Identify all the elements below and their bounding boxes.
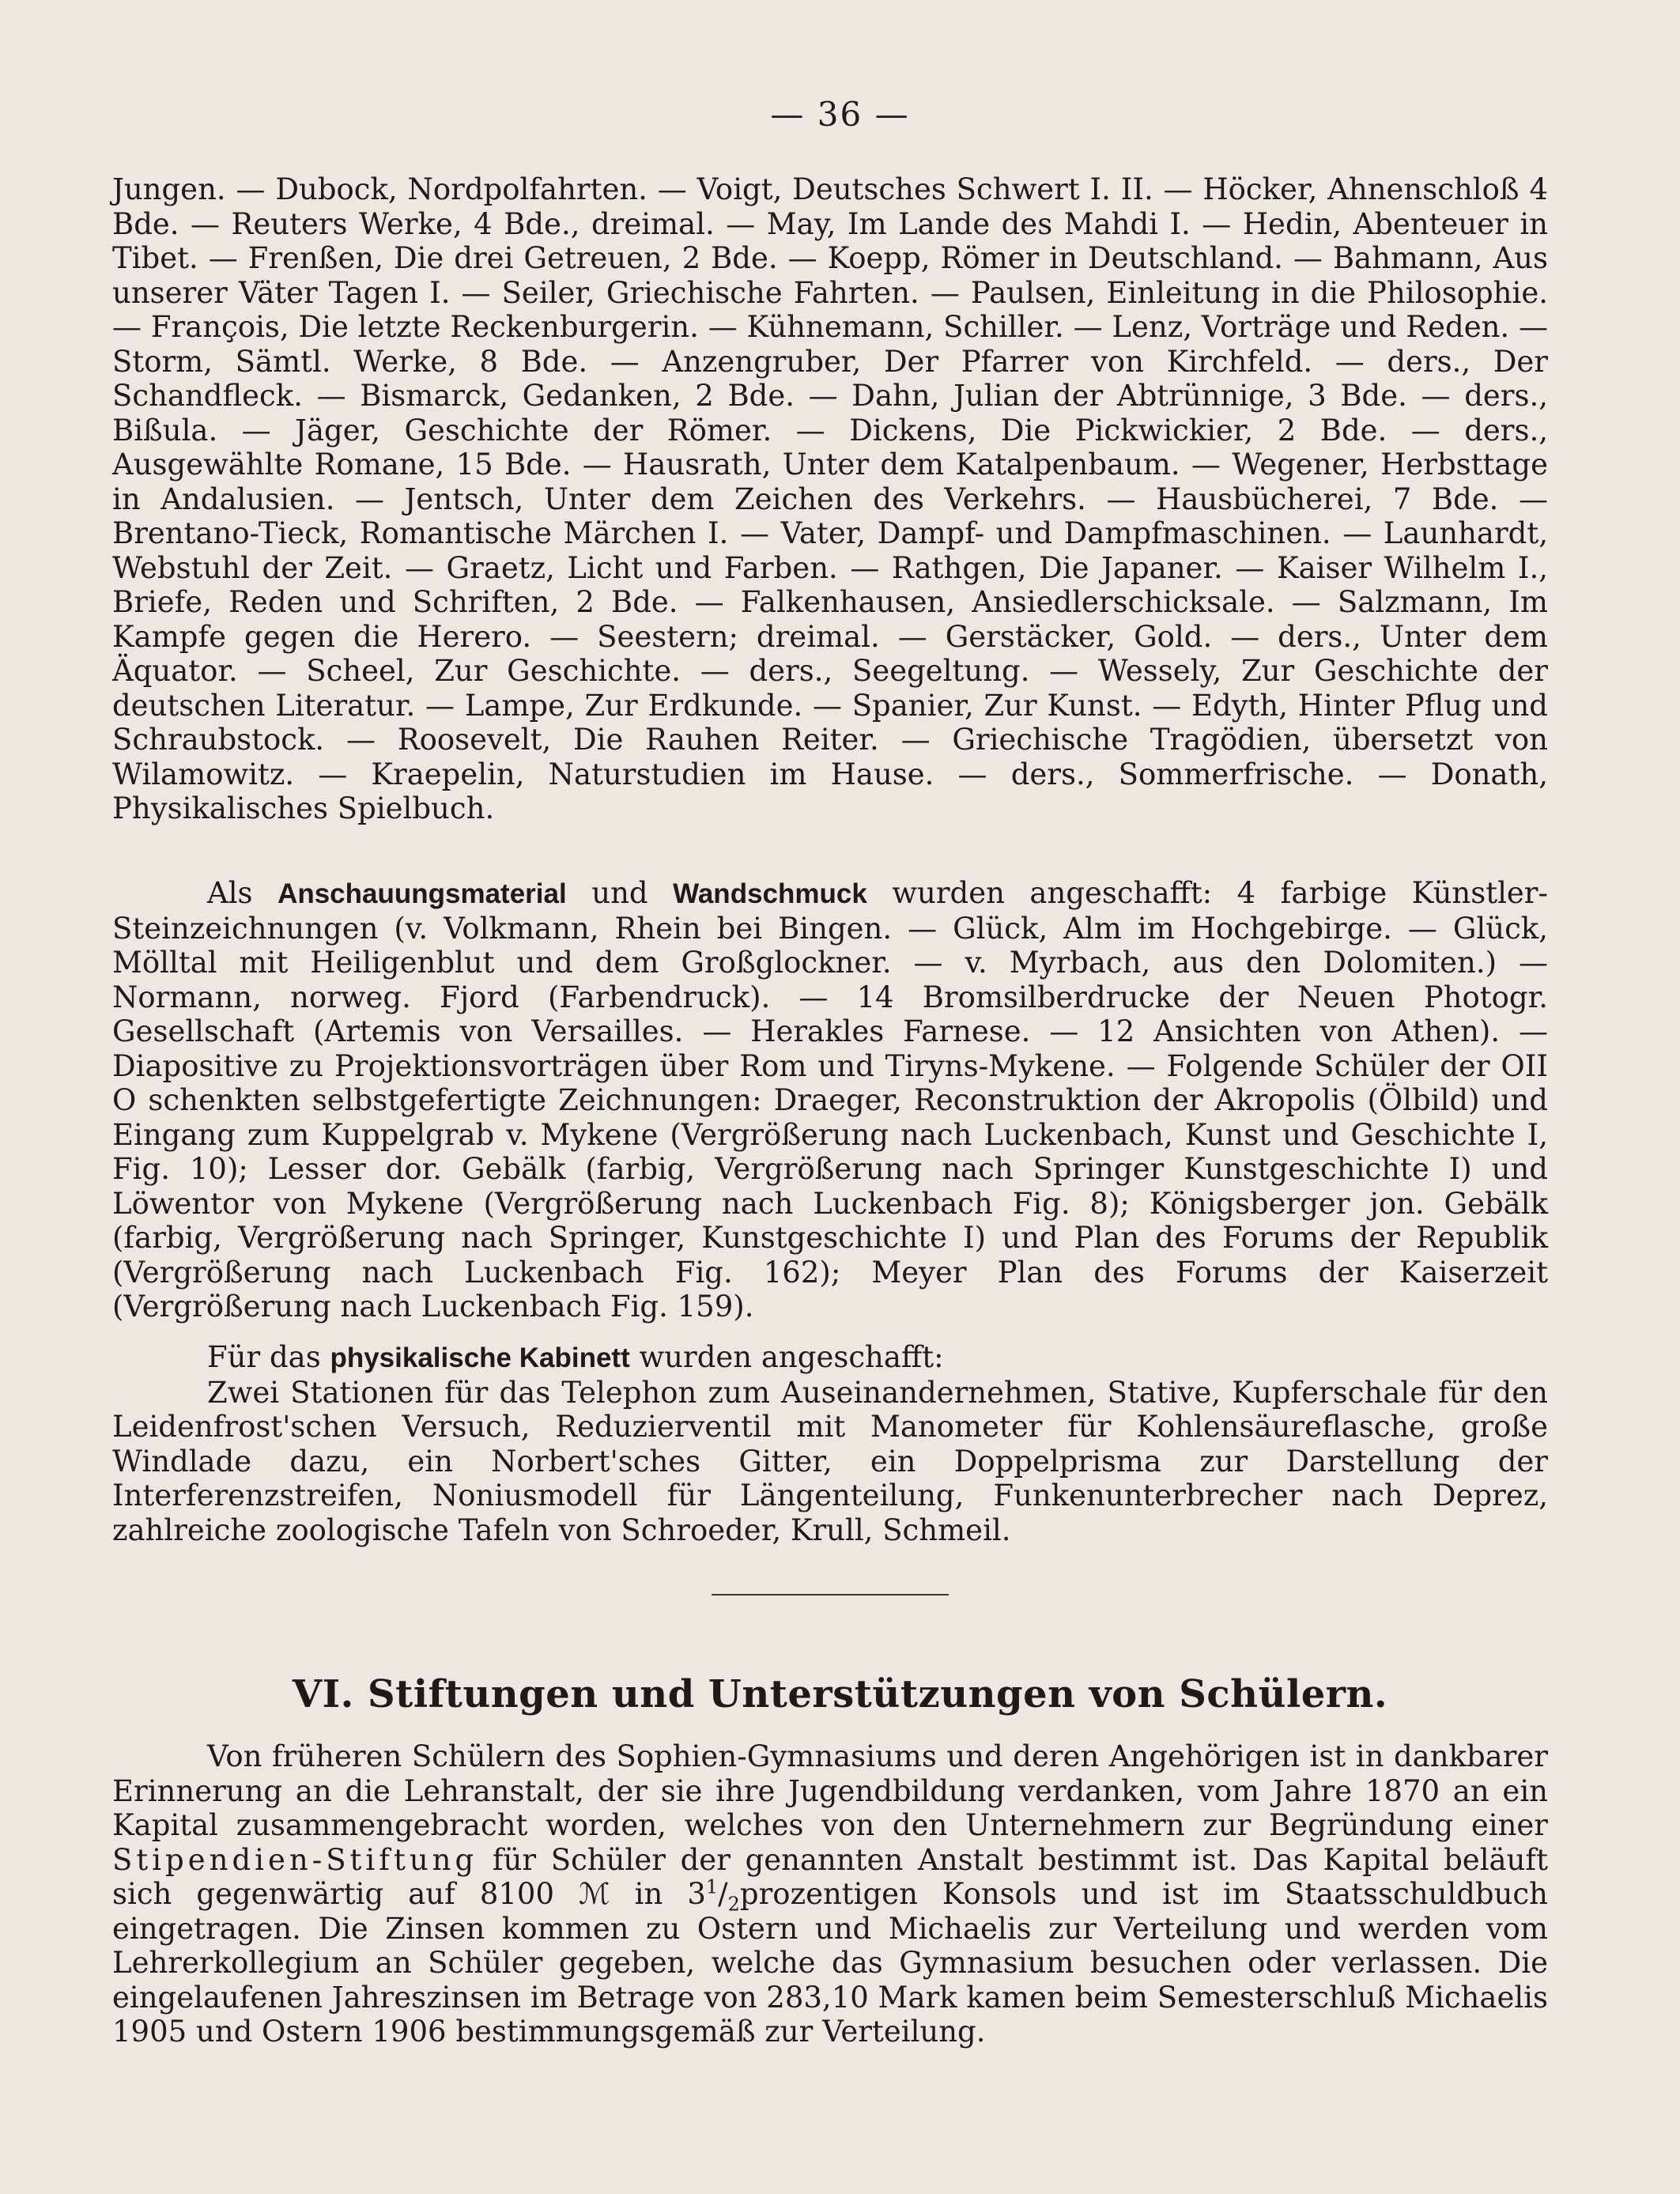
mark-currency-symbol: ℳ	[579, 1877, 610, 1911]
keyword-physikalische-kabinett: physikalische Kabinett	[330, 1342, 630, 1373]
physics-cabinet-section	[112, 1340, 1548, 1547]
foundation-text-3: in 3	[634, 1877, 706, 1911]
fraction-denominator: 2	[727, 1893, 740, 1916]
foundation-text-2: für Schüler der genannten Anstalt bestimmt ist. Das Kapital beläuft sich gegenwärtig auf 8100	[112, 1842, 1548, 1911]
foundation-text-1: Von früheren Schülern des Sophien-Gymnasiums und deren Angehörigen ist in dankbarer Erinnerung an die Lehranstalt, der sie ihre Jugendbildung verdanken, vom Jahre 1870 an ein Kapital zusammengebracht worden, welches von den Unternehmern zur Begründung einer	[112, 1739, 1548, 1842]
visual-materials-text: wurden angeschafft: 4 farbige Künstler-Steinzeichnungen (v. Volkmann, Rhein bei Bingen. — Glück, Alm im Hochgebirge. — Glück, Mölltal mit Heiligenblut und dem Großglockner. — v. Myrbach, aus den Dolomiten.) — Normann, norweg. Fjord (Farbendruck). — 14 Bromsilberdrucke der Neuen Photogr. Gesellschaft (Artemis von Versailles. — Herakles Farnese. — 12 Ansichten von Athen). — Diapositive zu Projektionsvorträgen über Rom und Tiryns-Mykene. — Folgende Schüler der OII O schenkten selbstgefertigte Zeichnungen: Draeger, Reconstruktion der Akropolis (Ölbild) und Eingang zum Kuppelgrab v. Mykene (Vergrößerung nach Luckenbach, Kunst und Geschichte I, Fig. 10); Lesser dor. Gebälk (farbig, Vergrößerung nach Springer Kunstgeschichte I) und Löwentor von Mykene (Vergrößerung nach Luckenbach Fig. 8); Königsberger jon. Gebälk (farbig, Vergrößerung nach Springer, Kunstgeschichte I) und Plan des Forums der Republik (Vergrößerung nach Luckenbach Fig. 162); Meyer Plan des Forums der Kaiserzeit (Vergrößerung nach Luckenbach Fig. 159).	[112, 876, 1548, 1324]
keyword-wandschmuck: Wandschmuck	[673, 878, 867, 909]
visual-materials-paragraph	[112, 876, 1548, 1324]
lead-text: Als	[207, 876, 253, 910]
connector-text: und	[591, 876, 648, 910]
physics-cabinet-list: Zwei Stationen für das Telephon zum Auseinandernehmen, Stative, Kupferschale für den Leidenfrost'schen Versuch, Reduzierventil mit Manometer für Kohlensäureflasche, große Windlade dazu, ein Norbert'sches Gitter, ein Doppelprisma zur Darstellung der Interferenzstreifen, Noniusmodell für Längenteilung, Funkenunterbrecher nach Deprez, zahlreiche zoologische Tafeln von Schroeder, Krull, Schmeil.	[112, 1375, 1548, 1547]
tail-text: wurden angeschafft:	[639, 1340, 944, 1374]
keyword-anschauungsmaterial: Anschauungsmaterial	[277, 878, 567, 909]
foundation-text-4: prozentigen Konsols und ist im Staatsschuldbuch eingetragen. Die Zinsen kommen zu Ostern und Michaelis zur Verteilung und werden vom Lehrerkollegium an Schüler gegeben, welche das Gymnasium besuchen oder verlassen. Die eingelaufenen Jahreszinsen im Betrage von 283,10 Mark kamen beim Semesterschluß Michaelis 1905 und Ostern 1906 bestimmungsgemäß zur Verteilung.	[112, 1877, 1548, 2049]
physics-cabinet-intro	[112, 1340, 1548, 1376]
page-number: — 36 —	[770, 95, 910, 134]
fraction-numerator: 1	[705, 1875, 719, 1898]
section-divider	[712, 1594, 949, 1595]
spaced-term-stipendien-stiftung: Stipendien-Stiftung	[112, 1842, 478, 1877]
foundation-paragraph: Von früheren Schülern des Sophien-Gymnasiums und deren Angehörigen ist in dankbarer Erinnerung an die Lehranstalt, der sie ihre Jugendbildung verdanken, vom Jahre 1870 an ein Kapital zusammengebracht worden, welches von den Unternehmern zur Begründung einer Stipendien-Stiftung für Schüler der genannten Anstalt bestimmt ist. Das Kapital beläuft sich gegenwärtig auf 8100 ℳ in $3^1/_2prozentigen$ Konsols und ist im Staatsschuldbuch eingetragen. Die Zinsen kommen zu Ostern und Michaelis zur Verteilung und werden vom Lehrerkollegium an Schüler gegeben, welche das Gymnasium besuchen oder verlassen. Die eingelaufenen Jahreszinsen im Betrage von 283,10 Mark kamen beim Semesterschluß Michaelis 1905 und Ostern 1906 bestimmungsgemäß zur Verteilung.	[112, 1739, 1548, 2049]
book-acquisitions-paragraph: Jungen. — Dubock, Nordpolfahrten. — Voigt, Deutsches Schwert I. II. — Höcker, Ahnenschloß 4 Bde. — Reuters Werke, 4 Bde., dreimal. — May, Im Lande des Mahdi I. — Hedin, Abenteuer in Tibet. — Frenßen, Die drei Getreuen, 2 Bde. — Koepp, Römer in Deutschland. — Bahmann, Aus unserer Väter Tagen I. — Seiler, Griechische Fahrten. — Paulsen, Einleitung in die Philosophie. — François, Die letzte Reckenburgerin. — Kühnemann, Schiller. — Lenz, Vorträge und Reden. — Storm, Sämtl. Werke, 8 Bde. — Anzengruber, Der Pfarrer von Kirchfeld. — ders., Der Schandfleck. — Bismarck, Gedanken, 2 Bde. — Dahn, Julian der Abtrünnige, 3 Bde. — ders., Bißula. — Jäger, Geschichte der Römer. — Dickens, Die Pickwickier, 2 Bde. — ders., Ausgewählte Romane, 15 Bde. — Hausrath, Unter dem Katalpenbaum. — Wegener, Herbsttage in Andalusien. — Jentsch, Unter dem Zeichen des Verkehrs. — Hausbücherei, 7 Bde. — Brentano-Tieck, Romantische Märchen I. — Vater, Dampf- und Dampfmaschinen. — Launhardt, Webstuhl der Zeit. — Graetz, Licht und Farben. — Rathgen, Die Japaner. — Kaiser Wilhelm I., Briefe, Reden und Schriften, 2 Bde. — Falkenhausen, Ansiedlerschicksale. — Salzmann, Im Kampfe gegen die Herero. — Seestern; dreimal. — Gerstäcker, Gold. — ders., Unter dem Äquator. — Scheel, Zur Geschichte. — ders., Seegeltung. — Wessely, Zur Geschichte der deutschen Literatur. — Lampe, Zur Erdkunde. — Spanier, Zur Kunst. — Edyth, Hinter Pflug und Schraubstock. — Roosevelt, Die Rauhen Reiter. — Griechische Tragödien, übersetzt von Wilamowitz. — Kraepelin, Naturstudien im Hause. — ders., Sommerfrische. — Donath, Physikalisches Spielbuch.	[112, 172, 1548, 825]
lead-text: Für das	[207, 1340, 321, 1374]
section-heading: VI. Stiftungen und Unterstützungen von Schülern.	[292, 1672, 1388, 1716]
